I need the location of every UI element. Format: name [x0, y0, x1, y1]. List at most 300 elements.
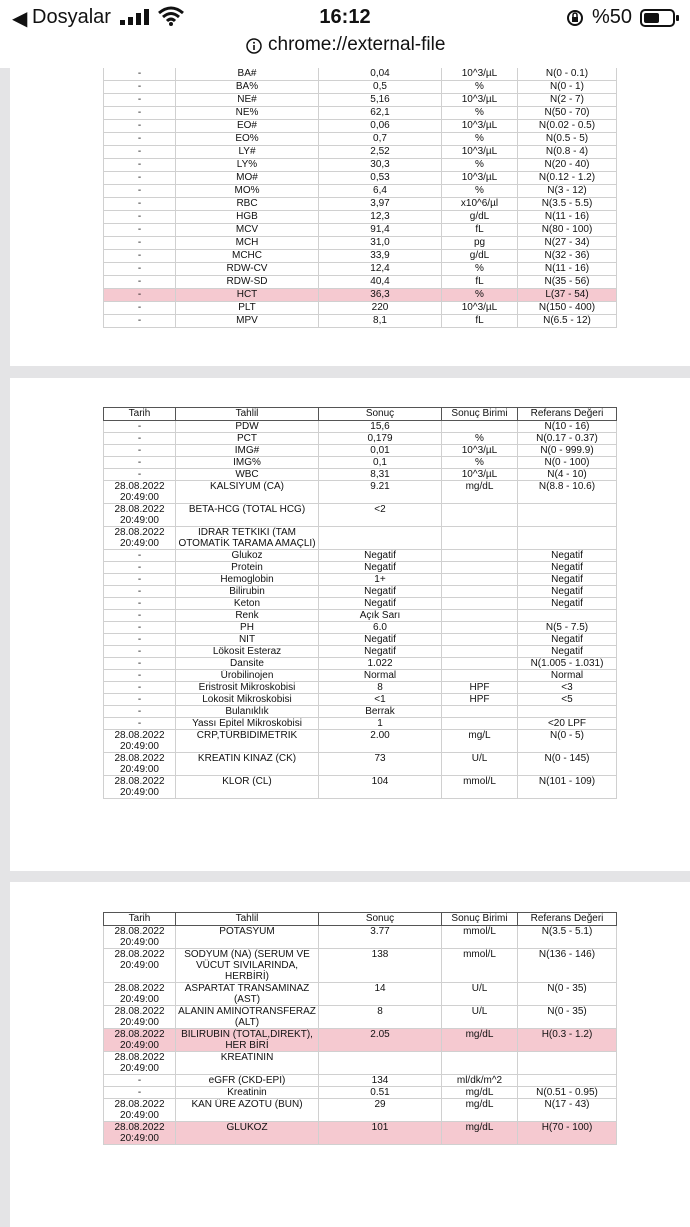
table-row	[104, 133, 617, 146]
cell-referans: N(0.17 - 0.37)	[518, 433, 617, 445]
cell-sonuc: Negatif	[319, 598, 442, 610]
header-tahlil: Tahlil	[176, 913, 319, 926]
cell-sonuc: 8	[319, 1006, 442, 1029]
table-row	[104, 753, 617, 776]
table-row	[104, 433, 617, 445]
cell-sonuc: 3.77	[319, 926, 442, 949]
table-row	[104, 185, 617, 198]
cell-birim: ml/dk/m^2	[442, 1075, 518, 1087]
cell-tahlil: RBC	[176, 198, 319, 211]
cell-referans: N(0.51 - 0.95)	[518, 1087, 617, 1099]
cell-tahlil: MO%	[176, 185, 319, 198]
cell-tarih: -	[104, 159, 176, 172]
cell-tarih: 28.08.2022 20:49:00	[104, 1099, 176, 1122]
cell-tarih: -	[104, 185, 176, 198]
cell-referans: N(6.5 - 12)	[518, 315, 617, 328]
cell-tarih: 28.08.2022 20:49:00	[104, 504, 176, 527]
table-row	[104, 315, 617, 328]
cell-birim	[442, 598, 518, 610]
cell-sonuc: 40,4	[319, 276, 442, 289]
cell-tahlil: IMG%	[176, 457, 319, 469]
cell-sonuc: 62,1	[319, 107, 442, 120]
table-row	[104, 1087, 617, 1099]
cell-referans: N(101 - 109)	[518, 776, 617, 799]
cell-birim: %	[442, 433, 518, 445]
cell-referans: N(3.5 - 5.1)	[518, 926, 617, 949]
cell-tahlil: MCV	[176, 224, 319, 237]
cell-tahlil: HCT	[176, 289, 319, 302]
cell-tarih: 28.08.2022 20:49:00	[104, 481, 176, 504]
cell-tahlil: EO%	[176, 133, 319, 146]
cell-referans: N(5 - 7.5)	[518, 622, 617, 634]
cell-sonuc: Negatif	[319, 646, 442, 658]
cell-sonuc: 8	[319, 682, 442, 694]
table-row	[104, 250, 617, 263]
table-row	[104, 1099, 617, 1122]
cell-birim: 10^3/µL	[442, 469, 518, 481]
cell-tarih: -	[104, 237, 176, 250]
cell-birim: mmol/L	[442, 926, 518, 949]
cell-tarih: -	[104, 718, 176, 730]
cell-birim: fL	[442, 276, 518, 289]
cell-tahlil: BA%	[176, 81, 319, 94]
cell-tahlil: NE%	[176, 107, 319, 120]
cell-tahlil: Ürobilinojen	[176, 670, 319, 682]
cell-sonuc: 91,4	[319, 224, 442, 237]
cell-sonuc	[319, 527, 442, 550]
cell-tahlil: Lokosit Mikroskobisi	[176, 694, 319, 706]
cell-referans	[518, 504, 617, 527]
header-sonuc: Sonuç	[319, 408, 442, 421]
table-row	[104, 1052, 617, 1075]
cell-birim: %	[442, 289, 518, 302]
cell-tarih: 28.08.2022 20:49:00	[104, 949, 176, 983]
table-row	[104, 172, 617, 185]
cell-tarih: 28.08.2022 20:49:00	[104, 527, 176, 550]
cell-birim	[442, 527, 518, 550]
cell-referans: N(8.8 - 10.6)	[518, 481, 617, 504]
cell-sonuc: 73	[319, 753, 442, 776]
cell-tarih: -	[104, 622, 176, 634]
cell-tahlil: POTASYUM	[176, 926, 319, 949]
cell-birim: mmol/L	[442, 776, 518, 799]
cell-sonuc: 0,04	[319, 68, 442, 81]
back-app-label[interactable]: Dosyalar	[32, 6, 111, 28]
cell-tahlil: KALSİYUM (CA)	[176, 481, 319, 504]
cell-birim: %	[442, 159, 518, 172]
pdf-page-2	[10, 378, 690, 871]
cell-referans: N(150 - 400)	[518, 302, 617, 315]
cell-tarih: 28.08.2022 20:49:00	[104, 1052, 176, 1075]
cell-referans: N(80 - 100)	[518, 224, 617, 237]
cell-tarih: -	[104, 562, 176, 574]
header-sonuc-birimi: Sonuç Birimi	[442, 913, 518, 926]
cell-tarih: -	[104, 94, 176, 107]
cell-tarih: -	[104, 1087, 176, 1099]
cell-birim	[442, 1052, 518, 1075]
cell-referans: Negatif	[518, 646, 617, 658]
cell-sonuc: Negatif	[319, 562, 442, 574]
table-row	[104, 598, 617, 610]
cell-birim	[442, 550, 518, 562]
cell-tahlil: eGFR (CKD-EPI)	[176, 1075, 319, 1087]
cell-tahlil: Glukoz	[176, 550, 319, 562]
table-row	[104, 302, 617, 315]
cell-referans: Negatif	[518, 550, 617, 562]
cell-birim: %	[442, 133, 518, 146]
cell-sonuc: 14	[319, 983, 442, 1006]
cell-referans: N(136 - 146)	[518, 949, 617, 983]
cell-tarih: -	[104, 550, 176, 562]
table-row	[104, 81, 617, 94]
cell-tahlil: ALANİN AMİNOTRANSFERAZ (ALT)	[176, 1006, 319, 1029]
header-sonuc-birimi: Sonuç Birimi	[442, 408, 518, 421]
table-header-row	[104, 913, 617, 926]
cell-birim: fL	[442, 315, 518, 328]
url-text[interactable]: chrome://external-file	[268, 34, 446, 55]
cell-tarih: -	[104, 646, 176, 658]
rotation-lock-icon	[566, 9, 584, 27]
cell-birim: HPF	[442, 694, 518, 706]
battery-icon	[640, 9, 680, 27]
cell-tarih: 28.08.2022 20:49:00	[104, 753, 176, 776]
cell-sonuc: 36,3	[319, 289, 442, 302]
header-tarih: Tarih	[104, 408, 176, 421]
cell-birim: g/dL	[442, 250, 518, 263]
cell-tarih: -	[104, 315, 176, 328]
table-row	[104, 622, 617, 634]
cell-tarih: -	[104, 224, 176, 237]
cell-tarih: -	[104, 289, 176, 302]
cell-sonuc: 101	[319, 1122, 442, 1145]
cell-birim: 10^3/µL	[442, 120, 518, 133]
cell-tahlil: NE#	[176, 94, 319, 107]
cell-tarih: -	[104, 586, 176, 598]
cell-tahlil: IMG#	[176, 445, 319, 457]
cell-sonuc: 104	[319, 776, 442, 799]
cell-sonuc: 0.51	[319, 1087, 442, 1099]
cell-tahlil: Yassı Epitel Mikroskobisi	[176, 718, 319, 730]
table-row	[104, 586, 617, 598]
cell-referans: N(3 - 12)	[518, 185, 617, 198]
cell-tarih: 28.08.2022 20:49:00	[104, 776, 176, 799]
cell-tahlil: Renk	[176, 610, 319, 622]
cell-birim	[442, 574, 518, 586]
cell-referans: N(0.5 - 5)	[518, 133, 617, 146]
cell-referans: N(0 - 35)	[518, 1006, 617, 1029]
results-table	[103, 407, 617, 799]
cell-sonuc: 3,97	[319, 198, 442, 211]
cell-birim	[442, 646, 518, 658]
cell-sonuc: 12,4	[319, 263, 442, 276]
cell-tarih: -	[104, 68, 176, 81]
back-arrow-icon[interactable]: ◀	[12, 8, 28, 30]
cell-referans: N(0 - 0.1)	[518, 68, 617, 81]
cell-birim	[442, 706, 518, 718]
cell-tahlil: HGB	[176, 211, 319, 224]
cell-tahlil: KLOR (CL)	[176, 776, 319, 799]
cell-tarih: -	[104, 250, 176, 263]
cell-birim: %	[442, 81, 518, 94]
cell-referans: <3	[518, 682, 617, 694]
cell-tarih: -	[104, 658, 176, 670]
cell-tarih: 28.08.2022 20:49:00	[104, 926, 176, 949]
cell-tarih: -	[104, 302, 176, 315]
table-row	[104, 457, 617, 469]
cell-sonuc: 6.0	[319, 622, 442, 634]
cell-birim: U/L	[442, 1006, 518, 1029]
cell-sonuc: 30,3	[319, 159, 442, 172]
cell-tahlil: Eristrosit Mikroskobisi	[176, 682, 319, 694]
cell-tahlil: Kreatinin	[176, 1087, 319, 1099]
cell-birim	[442, 718, 518, 730]
cell-tahlil: Lökosit Esteraz	[176, 646, 319, 658]
table-row	[104, 646, 617, 658]
cell-sonuc: 2.05	[319, 1029, 442, 1052]
table-row	[104, 550, 617, 562]
table-row-abnormal	[104, 1029, 617, 1052]
cell-tahlil: Keton	[176, 598, 319, 610]
cell-referans: Negatif	[518, 586, 617, 598]
cell-tarih: -	[104, 81, 176, 94]
cell-sonuc: Negatif	[319, 634, 442, 646]
cell-birim: mg/dL	[442, 1122, 518, 1145]
cell-tahlil: İDRAR TETKİKİ (TAM OTOMATİK TARAMA AMAÇLI)	[176, 527, 319, 550]
cell-tahlil: MCHC	[176, 250, 319, 263]
cell-tahlil: Hemoglobin	[176, 574, 319, 586]
cell-tarih: 28.08.2022 20:49:00	[104, 730, 176, 753]
cell-birim: 10^3/µL	[442, 146, 518, 159]
cell-sonuc: <2	[319, 504, 442, 527]
cell-sonuc: Açık Sarı	[319, 610, 442, 622]
cell-tahlil: KAN ÜRE AZOTU (BUN)	[176, 1099, 319, 1122]
cell-sonuc: 8,1	[319, 315, 442, 328]
cell-sonuc: 1	[319, 718, 442, 730]
cell-tahlil: RDW-CV	[176, 263, 319, 276]
table-row	[104, 527, 617, 550]
cell-sonuc: 2.00	[319, 730, 442, 753]
header-referans-degeri: Referans Değeri	[518, 913, 617, 926]
cell-referans: H(70 - 100)	[518, 1122, 617, 1145]
cell-sonuc: 9.21	[319, 481, 442, 504]
cell-sonuc: 0,179	[319, 433, 442, 445]
cell-tahlil: LY#	[176, 146, 319, 159]
table-row	[104, 481, 617, 504]
cell-referans: N(11 - 16)	[518, 263, 617, 276]
cell-referans: N(50 - 70)	[518, 107, 617, 120]
cell-tahlil: BETA-HCG (TOTAL HCG)	[176, 504, 319, 527]
table-row	[104, 682, 617, 694]
cell-tahlil: Dansite	[176, 658, 319, 670]
cell-sonuc: 1+	[319, 574, 442, 586]
table-row	[104, 94, 617, 107]
cell-tahlil: PLT	[176, 302, 319, 315]
table-row	[104, 224, 617, 237]
cell-tahlil: GLUKOZ	[176, 1122, 319, 1145]
cell-birim: mg/L	[442, 730, 518, 753]
cell-referans: N(0 - 100)	[518, 457, 617, 469]
table-row	[104, 107, 617, 120]
cell-birim: 10^3/µL	[442, 445, 518, 457]
cell-sonuc	[319, 1052, 442, 1075]
table-row	[104, 730, 617, 753]
table-row	[104, 562, 617, 574]
cell-tarih: -	[104, 682, 176, 694]
cell-birim	[442, 586, 518, 598]
cell-tarih: -	[104, 574, 176, 586]
cell-birim: HPF	[442, 682, 518, 694]
cell-tahlil: BA#	[176, 68, 319, 81]
cell-tarih: -	[104, 457, 176, 469]
table-row	[104, 658, 617, 670]
cell-referans: N(4 - 10)	[518, 469, 617, 481]
cell-sonuc: 0,1	[319, 457, 442, 469]
table-row	[104, 718, 617, 730]
cell-tahlil: CRP,TÜRBİDİMETRİK	[176, 730, 319, 753]
cell-birim	[442, 622, 518, 634]
cell-tarih: -	[104, 120, 176, 133]
cell-sonuc: 0,06	[319, 120, 442, 133]
cell-tarih: -	[104, 670, 176, 682]
cell-tarih: 28.08.2022 20:49:00	[104, 1029, 176, 1052]
cell-birim: 10^3/µL	[442, 68, 518, 81]
table-row	[104, 198, 617, 211]
cell-referans: Normal	[518, 670, 617, 682]
cell-tahlil: NIT	[176, 634, 319, 646]
header-referans-degeri: Referans Değeri	[518, 408, 617, 421]
cell-sonuc: Negatif	[319, 550, 442, 562]
cell-referans: N(17 - 43)	[518, 1099, 617, 1122]
cell-birim	[442, 421, 518, 433]
cell-birim	[442, 610, 518, 622]
cell-tarih: -	[104, 469, 176, 481]
cell-tahlil: SODYUM (NA) (SERUM VE VÜCUT SIVILARINDA, HERBİRİ)	[176, 949, 319, 983]
cell-birim: %	[442, 107, 518, 120]
cell-sonuc: Normal	[319, 670, 442, 682]
table-row	[104, 983, 617, 1006]
cell-sonuc: 138	[319, 949, 442, 983]
cell-referans	[518, 1075, 617, 1087]
cell-sonuc: 33,9	[319, 250, 442, 263]
cell-tarih: 28.08.2022 20:49:00	[104, 1006, 176, 1029]
pdf-page-3	[10, 882, 690, 1227]
cell-tahlil: EO#	[176, 120, 319, 133]
table-row-abnormal	[104, 289, 617, 302]
cell-birim: 10^3/µL	[442, 302, 518, 315]
cell-tarih: -	[104, 211, 176, 224]
clock-time: 16:12	[319, 6, 371, 28]
cell-tahlil: KREATİN KİNAZ (CK)	[176, 753, 319, 776]
cell-birim: %	[442, 185, 518, 198]
cell-referans: <20 LPF	[518, 718, 617, 730]
cell-sonuc: 15,6	[319, 421, 442, 433]
cell-sonuc: 0,5	[319, 81, 442, 94]
cell-birim: mg/dL	[442, 1099, 518, 1122]
cell-sonuc: 31,0	[319, 237, 442, 250]
cell-referans: N(0.12 - 1.2)	[518, 172, 617, 185]
cell-sonuc: 0,53	[319, 172, 442, 185]
cell-referans: N(3.5 - 5.5)	[518, 198, 617, 211]
cell-tarih: -	[104, 146, 176, 159]
table-row	[104, 670, 617, 682]
table-row	[104, 159, 617, 172]
table-row	[104, 421, 617, 433]
cell-sonuc: 6,4	[319, 185, 442, 198]
cell-referans	[518, 527, 617, 550]
table-row	[104, 1075, 617, 1087]
cell-birim: 10^3/µL	[442, 94, 518, 107]
table-row	[104, 694, 617, 706]
cell-referans: N(10 - 16)	[518, 421, 617, 433]
cell-tahlil: PCT	[176, 433, 319, 445]
cell-tarih: -	[104, 172, 176, 185]
cell-tarih: -	[104, 263, 176, 276]
cell-tarih: 28.08.2022 20:49:00	[104, 1122, 176, 1145]
cell-tarih: 28.08.2022 20:49:00	[104, 983, 176, 1006]
cell-birim: U/L	[442, 753, 518, 776]
url-bar[interactable]	[0, 34, 690, 68]
cell-referans: L(37 - 54)	[518, 289, 617, 302]
cell-tarih: -	[104, 445, 176, 457]
table-row	[104, 263, 617, 276]
table-row	[104, 445, 617, 457]
cell-tarih: -	[104, 107, 176, 120]
cell-tahlil: Bulanıklık	[176, 706, 319, 718]
cell-tarih: -	[104, 694, 176, 706]
cell-referans	[518, 1052, 617, 1075]
cell-tarih: -	[104, 276, 176, 289]
cell-sonuc: 0,7	[319, 133, 442, 146]
cell-referans: N(0 - 145)	[518, 753, 617, 776]
cell-birim: %	[442, 457, 518, 469]
cell-referans: N(0 - 35)	[518, 983, 617, 1006]
cell-referans: N(0 - 5)	[518, 730, 617, 753]
table-row	[104, 706, 617, 718]
table-row	[104, 926, 617, 949]
cell-tahlil: RDW-SD	[176, 276, 319, 289]
cell-tarih: -	[104, 598, 176, 610]
cell-referans: N(20 - 40)	[518, 159, 617, 172]
table-row	[104, 276, 617, 289]
cell-referans	[518, 610, 617, 622]
info-icon[interactable]	[246, 38, 262, 54]
cell-referans: N(35 - 56)	[518, 276, 617, 289]
cell-birim: g/dL	[442, 211, 518, 224]
table-row	[104, 120, 617, 133]
cell-tarih: -	[104, 421, 176, 433]
cell-birim: %	[442, 263, 518, 276]
cell-sonuc: Negatif	[319, 586, 442, 598]
cell-sonuc: 134	[319, 1075, 442, 1087]
cell-tarih: -	[104, 133, 176, 146]
status-bar	[0, 0, 690, 34]
results-table	[103, 912, 617, 1145]
cell-tarih: -	[104, 1075, 176, 1087]
cell-sonuc: 29	[319, 1099, 442, 1122]
cell-sonuc: 1.022	[319, 658, 442, 670]
table-row	[104, 469, 617, 481]
cell-referans: <5	[518, 694, 617, 706]
cell-tahlil: BİLİRUBİN (TOTAL,DİREKT), HER BİRİ	[176, 1029, 319, 1052]
cell-tarih: -	[104, 433, 176, 445]
table-row	[104, 949, 617, 983]
table-row-abnormal	[104, 1122, 617, 1145]
cell-tarih: -	[104, 610, 176, 622]
cell-referans: N(32 - 36)	[518, 250, 617, 263]
cell-referans: N(0 - 1)	[518, 81, 617, 94]
cell-referans: N(27 - 34)	[518, 237, 617, 250]
cell-tahlil: PDW	[176, 421, 319, 433]
